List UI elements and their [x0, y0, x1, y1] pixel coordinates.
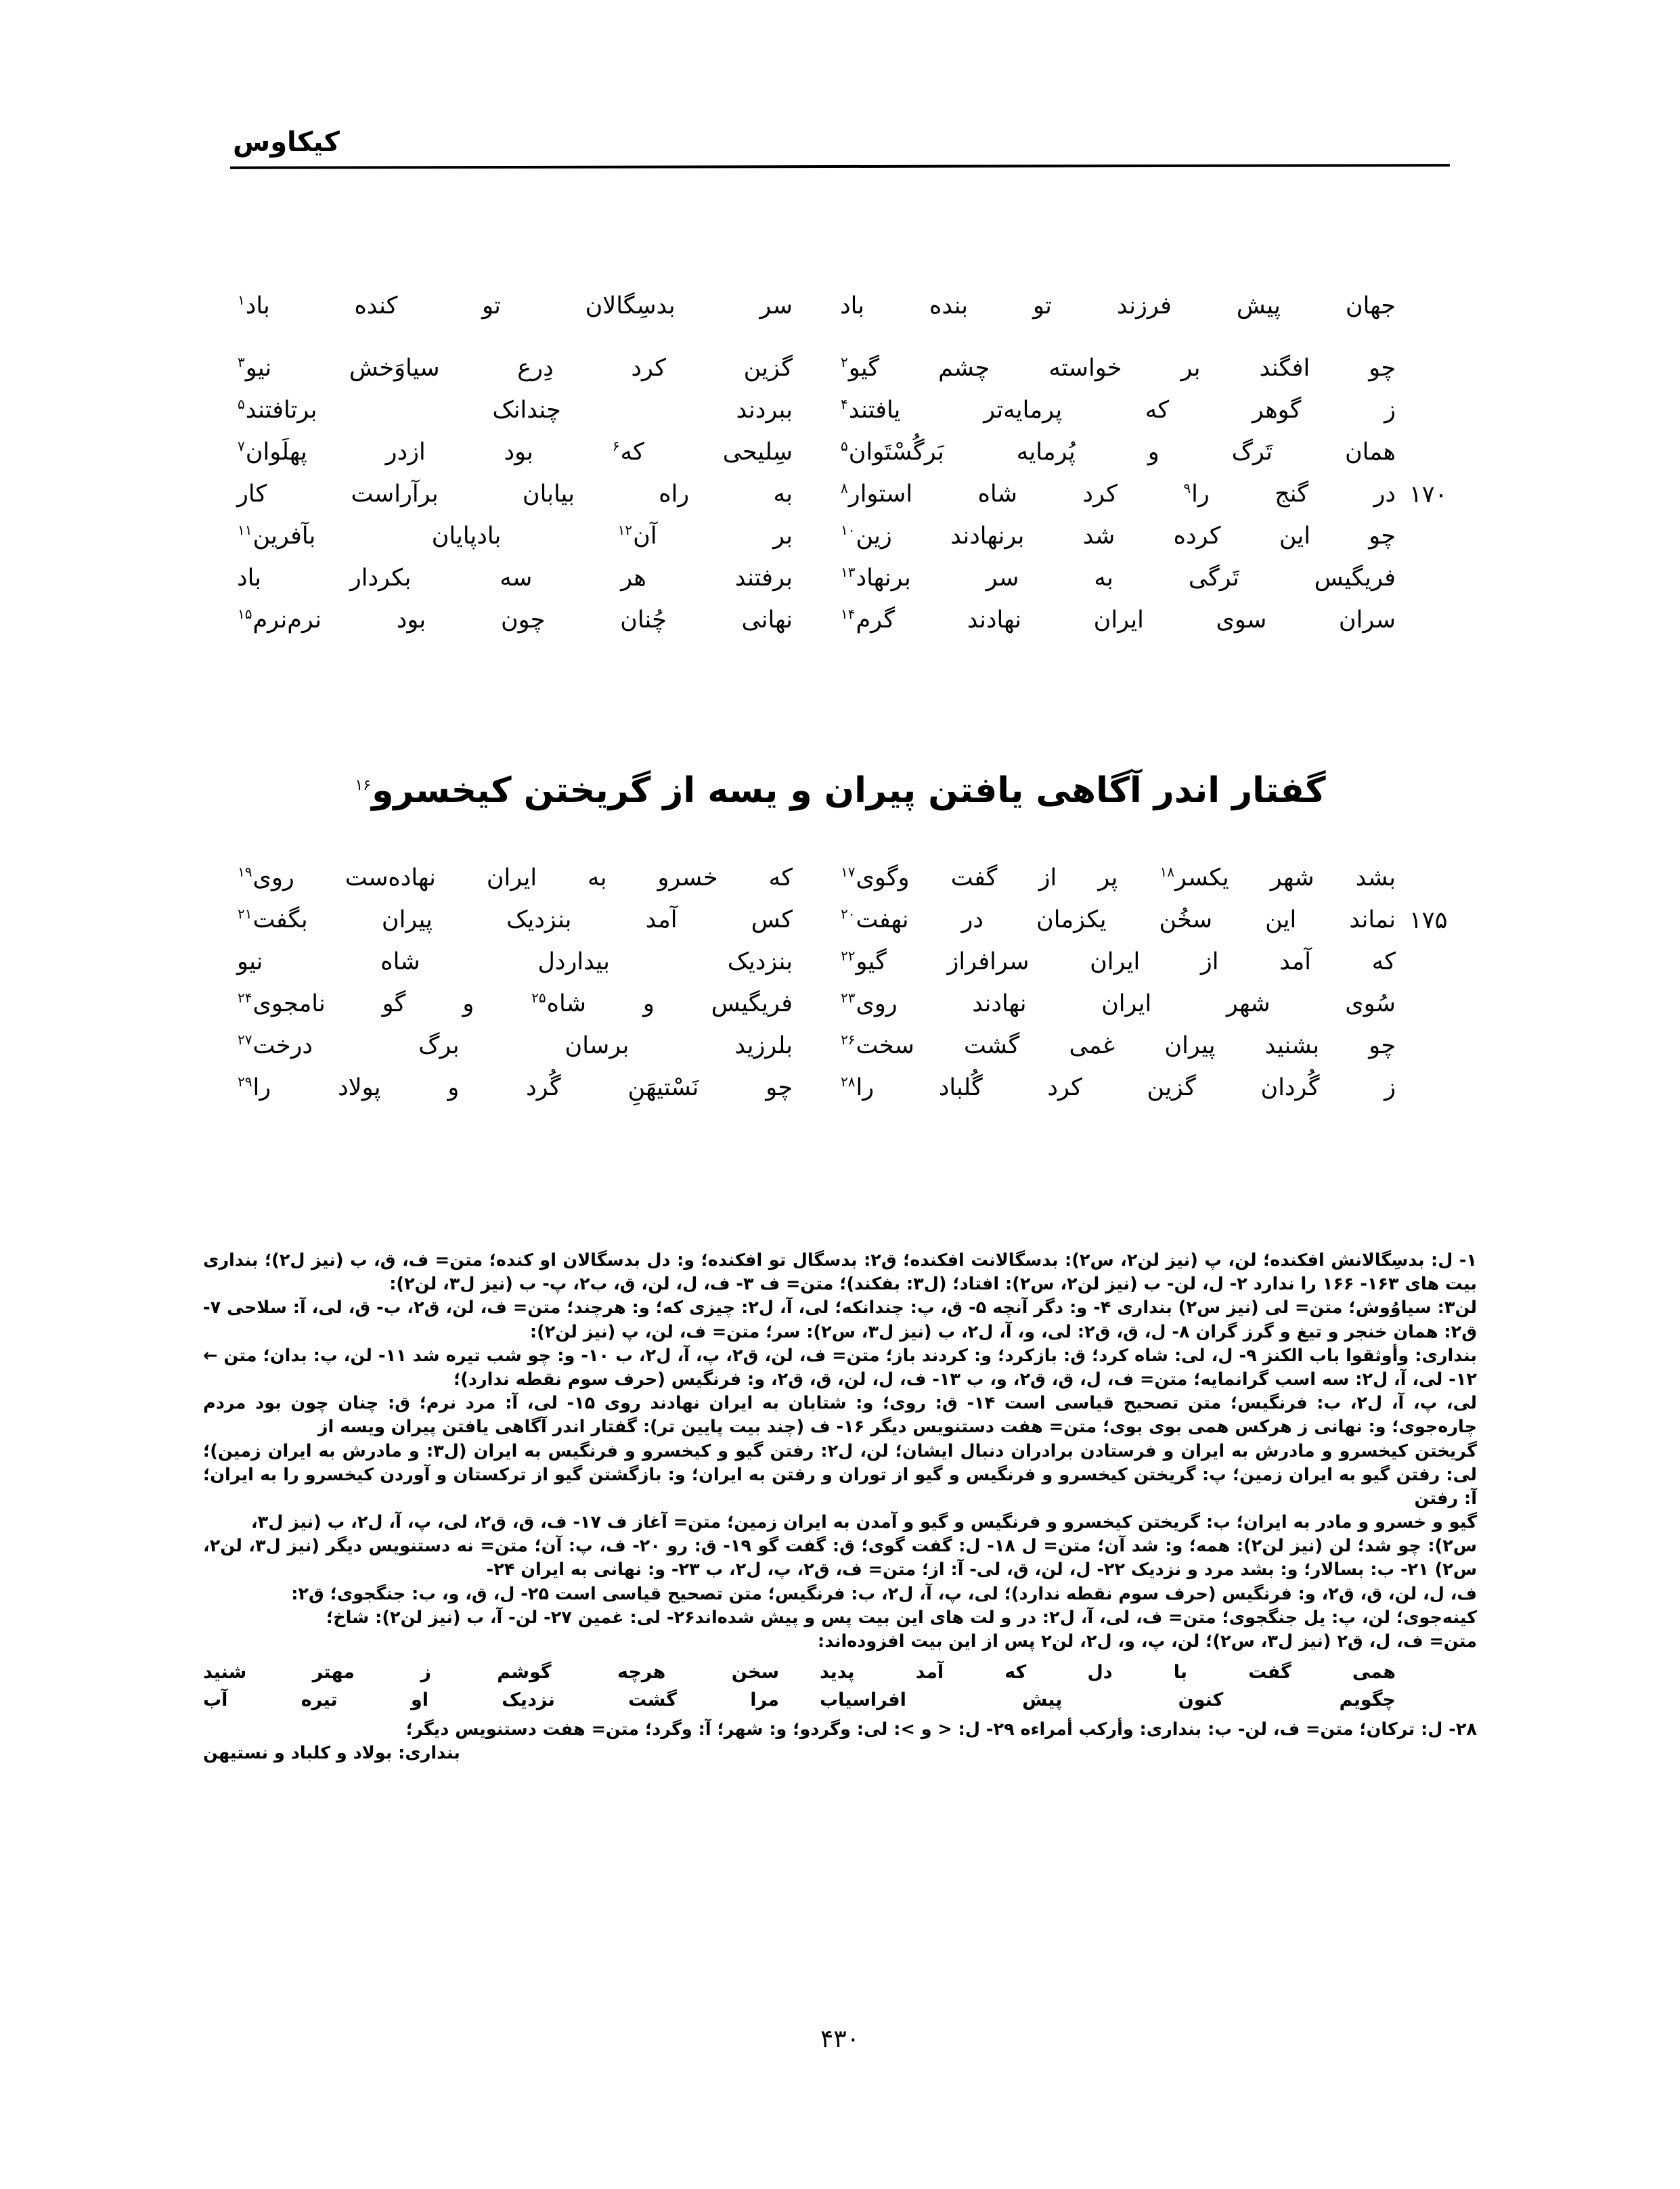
verse-word: آمد [645, 906, 678, 933]
apparatus-quoted-verses [203, 1659, 1477, 1714]
verse-word: گو [382, 990, 406, 1017]
verse-word: از [1038, 864, 1057, 891]
verse-word: بشنید [1264, 1032, 1320, 1059]
verse-word: ز [1384, 1074, 1396, 1101]
verse-word: نرم‌نرم$^{۱۵}$ [238, 606, 322, 634]
footnote-marker: ۱۵ [238, 606, 252, 623]
hemistich-left [237, 863, 793, 891]
verse-block-upper [237, 291, 1448, 647]
verse-word: ایران [1090, 948, 1141, 975]
verse-word: زین$^{۱۰}$ [841, 522, 892, 550]
quoted-verse-word: همی [1352, 1662, 1396, 1683]
quoted-verse-word: تیره [301, 1689, 338, 1710]
quoted-verse-word: کنون [1178, 1689, 1224, 1710]
verse-word: یکزمان [1036, 906, 1107, 933]
verse-line [238, 353, 1396, 395]
verse-word: ببردند [736, 397, 793, 424]
verse-word: باد [840, 292, 865, 319]
verse-word: باد [237, 565, 261, 592]
verse-word: بنزدیک [506, 906, 572, 933]
footnote-marker: ۷ [238, 438, 245, 455]
verse-word: گفت [950, 864, 998, 891]
verse-word: سُوی [1345, 990, 1396, 1017]
verse-word: کرد [1082, 481, 1118, 508]
verse-word: گزین [1147, 1074, 1196, 1101]
footnote-marker: ۱۴ [841, 606, 856, 623]
footnote-marker: ۲۹ [238, 1074, 252, 1090]
quoted-verse-word: نزدیک [502, 1689, 555, 1710]
hemistich-right [793, 605, 1396, 633]
apparatus-line: متن= ف، ل، ق۲ (نیز ل۳، س۲)؛ لن، پ، و، ل۲، لن۲ پس از این بیت افزوده‌اند: [818, 1631, 1477, 1652]
verse-word: سخت$^{۲۶}$ [841, 1032, 914, 1059]
verse-word: این [1265, 906, 1297, 933]
verse-word: فرزند [1116, 292, 1172, 319]
verse-word: پهلَوان$^۷$ [238, 438, 307, 466]
verse-word: سرافراز [947, 948, 1030, 975]
footnote-marker: ۲ [841, 354, 848, 371]
quoted-verse-word: دل [1087, 1662, 1113, 1683]
footnote-marker: ۲۷ [238, 1032, 252, 1048]
hemistich-right [793, 1073, 1396, 1101]
verse-word: بادپایان [431, 523, 502, 550]
verse-word: را$^{۲۹}$ [238, 1074, 271, 1101]
verse-word: ز [1384, 397, 1396, 424]
quoted-verse-word: هرچه [617, 1662, 666, 1683]
verse-word: به [1094, 565, 1113, 592]
verse-line [238, 1031, 1396, 1073]
verse-word: شاه [977, 481, 1017, 508]
apparatus-line: لن۳: سیاوُوش؛ متن= لی (نیز س۲) بنداری ۴- و: دگر آنچه ۵- ق، پ: چندانکه؛ لی، آ، ل۲: چیزی که؛ و: هرچند؛ متن= ف، لن، ق۲، ب- ق، لی، آ: سلاحی ۷- ق۲: همان خنجر و تیغ و گرز گران ۸- ل، ق، ق۲: لی، و، آ، ل۲، ب (نیز ل۳، س۲): سر؛ متن= ف، لن، پ (نیز لن۲): [203, 1298, 1477, 1342]
verse-word: یکسر$^{۱۸}$ [1159, 864, 1229, 891]
verse-word: برفتند [734, 565, 793, 592]
hemistich-right [793, 905, 1396, 933]
verse-word: چو [766, 1074, 793, 1101]
quoted-hemistich-right [779, 1659, 1396, 1687]
verse-word: بود [396, 606, 426, 634]
verse-word: در [961, 906, 983, 933]
verse-word: گرم$^{۱۴}$ [841, 606, 896, 634]
quoted-hemistich-right [779, 1687, 1396, 1715]
footnote-marker: ۱۳ [841, 564, 856, 581]
verse-word: شاه$^{۲۵}$ [531, 990, 586, 1017]
footnote-marker: ۲۱ [238, 906, 252, 923]
verse-word: خسرو [657, 864, 718, 891]
verse-line [238, 605, 1396, 647]
verse-word: نهانی [741, 606, 793, 634]
verse-line [237, 563, 1396, 605]
verse-word: ایران [1093, 606, 1144, 634]
verse-word: گُلباد [938, 1074, 983, 1101]
verse-word: را$^{۲۸}$ [841, 1074, 875, 1101]
verse-word: شهر [1226, 990, 1270, 1017]
apparatus-line: ۲۸- ل: ترکان؛ متن= ف، لن- ب: بنداری: وأرکب أمراءه ۲۹- ل: < و >: لی: وگردو؛ و: شهر؛ آ: وگرد؛ متن= هفت دستنویس دیگر؛ [405, 1719, 1477, 1740]
verse-word: گزین [743, 355, 793, 382]
verse-word: بآفرین$^{۱۱}$ [238, 522, 316, 550]
quoted-verse-word: پدید [820, 1662, 855, 1683]
verse-word: گیو$^۲$ [841, 354, 880, 382]
hemistich-left [237, 291, 793, 319]
quoted-verse-word: گشت [628, 1689, 677, 1710]
apparatus-line: س۲): چو شد؛ لن (نیز لن۲): همه؛ و: شد آن؛ متن= ل ۱۸- ل: گفت گوی؛ ق: گفت گو ۱۹- ق: رو ۲۰- ف، پ: آن؛ متن= نه دستنویس دیگر (نیز ل۳، لن۲، س۲) ۲۱- ب: بسالار؛ و: بشد مرد و نزدیک ۲۲- ل، لن، ق، لی- آ: از؛ متن= ف، ق۲، پ، ل۲، ب ۲۳- و: نهانی به ایران ۲۴- [203, 1536, 1477, 1580]
footnote-marker: ۱۲ [617, 522, 633, 539]
section-heading [284, 772, 1396, 810]
footnote-marker: ۵ [841, 438, 848, 455]
verse-word: پیران [381, 906, 433, 933]
verse-word: و [1147, 439, 1159, 466]
verse-word: وگوی$^{۱۷}$ [841, 864, 910, 891]
verse-word: آمد [1279, 948, 1311, 975]
quoted-verse-word: گوشم [497, 1662, 552, 1683]
verse-word: نامجوی$^{۲۴}$ [238, 990, 326, 1017]
verse-word: چو [1369, 523, 1396, 550]
verse-word: گیو$^{۲۲}$ [841, 948, 887, 975]
verse-word: برنهاد$^{۱۳}$ [841, 564, 911, 592]
quoted-verse-line [203, 1659, 1396, 1687]
verse-word: برتافتند$^۵$ [238, 396, 317, 424]
verse-word: چو [1369, 355, 1396, 382]
footnote-marker: ۲۰ [841, 906, 856, 923]
verse-word: ایران [486, 864, 537, 891]
verse-word: هر [621, 565, 646, 592]
verse-line [237, 947, 1396, 989]
hemistich-left [237, 479, 793, 507]
verse-word: خواسته [1048, 355, 1122, 382]
hemistich-left [237, 989, 793, 1017]
verse-word: برگ [418, 1032, 460, 1059]
verse-word: نهادند [967, 606, 1022, 634]
verse-word: سخُن [1159, 906, 1213, 933]
verse-word: پولاد [338, 1074, 381, 1101]
hemistich-left [237, 521, 793, 549]
verse-word: نهفت$^{۲۰}$ [841, 906, 909, 933]
hemistich-left [237, 395, 793, 423]
footnote-marker: ۶ [612, 438, 620, 455]
verse-word: چندانک [492, 397, 561, 424]
verse-word: بنده [929, 292, 969, 319]
verse-word: فریگیس [711, 990, 793, 1017]
verse-word: و [462, 990, 474, 1017]
verse-word: شهر [1270, 864, 1314, 891]
verse-word: تو [482, 292, 501, 319]
verse-word: گُرد [526, 1074, 561, 1101]
quoted-hemistich-left [203, 1687, 779, 1715]
footnote-marker: ۲۳ [841, 990, 856, 1007]
verse-word: چو [1369, 1032, 1396, 1059]
verse-line [238, 905, 1448, 947]
quoted-verse-word: آب [203, 1689, 228, 1710]
verse-word: کرد [1047, 1074, 1082, 1101]
quoted-verse-word: شنید [203, 1662, 247, 1683]
hemistich-right [793, 353, 1396, 381]
hemistich-right [793, 521, 1396, 549]
verse-line [238, 1073, 1396, 1115]
verse-word: گنج [1275, 481, 1309, 508]
critical-apparatus [203, 1249, 1477, 1766]
running-head [230, 129, 1450, 168]
verse-word: تو [1033, 292, 1052, 319]
verse-word: بَرگُسْتَوان$^۵$ [841, 438, 944, 466]
quoted-verse-word: چگویم [1339, 1689, 1396, 1710]
apparatus-line: گیو و خسرو و مادر به ایران؛ ب: گریختن کیخسرو و فرنگیس و گیو و آمدن به ایران زمین؛ متن= آغاز ف ۱۷- ف، ق، ق۲، لی، پ، آ، ل۲، ب (نیز ل۳، [250, 1512, 1477, 1533]
verse-word: چون [500, 606, 546, 634]
footnote-marker: ۱۹ [238, 864, 252, 881]
verse-word: فریگیس [1314, 565, 1396, 592]
verse-line [238, 437, 1396, 479]
verse-line [238, 989, 1396, 1031]
apparatus-line: بنداری: وأوثقوا باب الکنز ۹- ل، لی: شاه کرد؛ ق: بازکرد؛ و: کردند باز؛ متن= ف، لن، ق۲، پ، آ، ل۲، ب ۱۰- و: چو شب تیره شد ۱۱- لن، پ: بدان؛ متن ← ۱۲- لی، آ، ل۲: سه اسب گرانمایه؛ متن= ف، ل، ق، ق۲، و، ب ۱۳- ف، ل، لن، ق، ق۲، و: فرنگیس (حرف سوم نقطه ندارد)؛ [203, 1345, 1477, 1390]
verse-word: بگفت$^{۲۱}$ [238, 906, 308, 933]
hemistich-left [237, 1031, 793, 1059]
verse-line [238, 291, 1396, 333]
verse-word: سران [1338, 606, 1396, 634]
verse-word: سر [759, 292, 793, 319]
verse-word: بیداردل [537, 948, 610, 975]
verse-word: شد [1082, 523, 1115, 550]
verse-word: کنده [354, 292, 398, 319]
verse-word: به [773, 481, 793, 508]
footnote-marker: ۱۸ [1159, 864, 1175, 881]
verse-word: آن$^{۱۲}$ [617, 522, 657, 550]
verse-word: به [588, 864, 607, 891]
hemistich-left [237, 947, 793, 975]
verse-word: نماند [1349, 906, 1396, 933]
hemistich-left [237, 605, 793, 633]
verse-word: کرد [631, 355, 666, 382]
footnote-marker: ۲۲ [841, 948, 856, 965]
verse-word: دِرع [517, 355, 554, 382]
verse-word: یافتند$^۴$ [841, 396, 901, 424]
verse-word: گشت [964, 1032, 1020, 1059]
verse-word: پر [1098, 864, 1118, 891]
verse-word: نهادند [972, 990, 1027, 1017]
verse-word: استوار$^۸$ [841, 480, 913, 508]
verse-block-lower [237, 863, 1448, 1115]
footnote-marker: ۳ [238, 354, 245, 371]
verse-word: جهان [1345, 292, 1396, 319]
verse-word: و [642, 990, 655, 1017]
verse-word: بیابان [522, 481, 575, 508]
quoted-verse-word: آمد [915, 1662, 944, 1683]
verse-word: از [1200, 948, 1219, 975]
footnote-marker: ۱۰ [841, 522, 856, 539]
verse-word: در [1373, 481, 1396, 508]
section-heading-text: گفتار اندر آگاهی یافتن پیران و یسه از گریختن کیخسرو [372, 770, 1326, 811]
verse-word: کرده [1173, 523, 1221, 550]
verse-word: کس [751, 906, 793, 933]
verse-word: که [768, 864, 793, 891]
quoted-verse-word: ز [420, 1662, 431, 1683]
verse-word: درخت$^{۲۷}$ [238, 1032, 313, 1059]
verse-word: نیو$^۳$ [238, 354, 272, 382]
quoted-verse-word: افراسیاب [820, 1689, 906, 1710]
verse-word: برنهادند [950, 523, 1025, 550]
footnote-marker: ۲۴ [238, 990, 252, 1007]
quoted-verse-word: سخن [731, 1662, 779, 1683]
verse-word: بدسِگالان [585, 292, 676, 319]
verse-word: نهاده‌ست [345, 864, 436, 891]
footnote-marker: ۵ [238, 396, 245, 413]
quoted-verse-word: گفت [1248, 1662, 1291, 1683]
footnote-marker: ۹ [1183, 480, 1191, 497]
verse-word: چشم [938, 355, 990, 382]
quoted-verse-line [203, 1687, 1396, 1715]
verse-word: نَسْتیهَنِ [627, 1074, 699, 1101]
apparatus-line: لی، پ، آ، ل۲، ب: فرنگیس؛ متن تصحیح قیاسی است ۱۴- ق: روی؛ و: شتابان به ایران نهادند روی ۱۵- لی، آ: مرد نرم؛ ق: چنان چون بود مردم چاره‌جوی؛ و: نهانی ز هرکس همی بوی بوی؛ متن= هفت دستنویس دیگر ۱۶- ف (چند بیت پایین تر): گفتار اندر آگاهی یافتن پیران ویسه از [203, 1393, 1477, 1438]
quoted-verse-word: او [410, 1689, 428, 1710]
verse-word: که [1145, 397, 1170, 424]
hemistich-right [793, 863, 1396, 891]
verse-word: بر [772, 523, 793, 550]
quoted-hemistich-left [203, 1659, 779, 1687]
footnote-marker: ۲۶ [841, 1032, 856, 1048]
verse-word: پُرمایه [1016, 439, 1076, 466]
apparatus-line: گریختن کیخسرو و مادرش به ایران و فرستادن برادران دنبال ایشان؛ لن، ل۲: رفتن گیو و کیخسرو و فرنگیس به ایران (ل۳: و مادرش به ایران زمین)؛ لی: رفتن گیو به ایران زمین؛ پ: گریختن کیخسرو و فرنگیس و گیو از توران و رفتن به ایران؛ و: بازگشتن گیو از ترکستان و آوردن کیخسرو را به ایران؛ آ: رفتن [203, 1440, 1477, 1509]
quoted-verse-word: مرا [750, 1689, 779, 1710]
verse-word: نیو [237, 948, 263, 975]
verse-word: گُردان [1260, 1074, 1320, 1101]
verse-word: روی$^{۱۹}$ [238, 864, 294, 891]
verse-word: ازدر [385, 439, 426, 466]
hemistich-right [793, 563, 1396, 591]
verse-word: بشد [1355, 864, 1396, 891]
verse-word: پیران [1164, 1032, 1216, 1059]
hemistich-left [237, 353, 793, 381]
hemistich-right [793, 479, 1396, 507]
footnote-marker: ۸ [841, 480, 848, 497]
hemistich-right [793, 437, 1396, 465]
verse-word: چُنان [620, 606, 667, 634]
apparatus-line: ف، ل، لن، ق، ق۲، و: فرنگیس (حرف سوم نقطه ندارد)؛ لی، پ، آ، ل۲، ب: فرنگیس؛ متن تصحیح قیاسی است ۲۵- ل، ق، و، ب: جنگجوی؛ ق۲: [291, 1583, 1477, 1604]
verse-word: شاه [380, 948, 420, 975]
verse-word: همان [1344, 439, 1396, 466]
section-heading-footnote-marker: ۱۶ [355, 776, 372, 794]
footnote-marker: ۴ [841, 396, 848, 413]
apparatus-line: ۱- ل: بدسِگالانش افکنده؛ لن، پ (نیز لن۲، س۲): بدسگالانت افکنده؛ ق۲: بدسگال تو افکنده؛ و: دل بدسگالان او کنده؛ متن= ف، ق، ب (نیز ل۲)؛ بنداری بیت های ۱۶۳- ۱۶۶ را ندارد ۲- ل، لن- ب (نیز لن۲، س۲): افتاد؛ (ل۳: بفکند)؛ متن= ف ۳- ف، ل، لن، ق، ب۲، پ- ب (نیز ل۳، لن۲): [203, 1250, 1477, 1295]
verse-word: سر [986, 565, 1019, 592]
verse-word: برسان [565, 1032, 629, 1059]
verse-word: راه [659, 481, 690, 508]
apparatus-line: بنداری: بولاد و کلباد و نستیهن [203, 1743, 460, 1764]
verse-word: تَرگ [1231, 439, 1273, 466]
verse-line [238, 863, 1396, 905]
quoted-verse-word: پیش [1022, 1689, 1063, 1710]
verse-word: این [1279, 523, 1310, 550]
verse-word: سِلیحی [722, 439, 793, 466]
hemistich-left [237, 1073, 793, 1101]
footnote-marker: ۱۷ [841, 864, 856, 881]
verse-word: غمی [1069, 1032, 1115, 1059]
verse-number: ۱۷۵ [1409, 907, 1448, 934]
verse-line [238, 395, 1396, 437]
verse-word: بنزدیک [727, 948, 793, 975]
verse-word: و [447, 1074, 460, 1101]
verse-number: ۱۷۰ [1409, 481, 1448, 508]
footnote-marker: ۲۸ [841, 1074, 856, 1090]
footnote-marker: ۱۱ [238, 522, 252, 539]
verse-word: گوهر [1252, 397, 1302, 424]
verse-line [238, 521, 1396, 563]
verse-word: پیش [1236, 292, 1281, 319]
hemistich-left [237, 437, 793, 465]
hemistich-right [793, 1031, 1396, 1059]
hemistich-right [793, 395, 1396, 423]
verse-word: پرمایه‌تر [983, 397, 1063, 424]
verse-line [237, 479, 1448, 521]
verse-word: را$^۹$ [1183, 480, 1210, 508]
verse-word: باد$^۱$ [238, 292, 270, 319]
verse-word: بکردار [349, 565, 412, 592]
quoted-verse-word: که [1004, 1662, 1027, 1683]
hemistich-left [237, 905, 793, 933]
verse-word: که$^۶$ [612, 438, 644, 466]
verse-word: سه [500, 565, 533, 592]
verse-word: برآراست [351, 481, 439, 508]
footnote-marker: ۲۵ [531, 990, 546, 1007]
verse-word: ایران [1101, 990, 1152, 1017]
hemistich-left [237, 563, 793, 591]
hemistich-right [793, 989, 1396, 1017]
verse-word: که [1371, 948, 1396, 975]
running-head-title: کیکاوس [233, 127, 340, 158]
footnote-marker: ۱ [238, 292, 245, 309]
quoted-verse-word: مهتر [312, 1662, 355, 1683]
folio-number: ۴۳۰ [820, 2025, 860, 2053]
verse-word: سیاوَخش [349, 355, 440, 382]
verse-word: افگند [1259, 355, 1310, 382]
verse-word: کار [237, 481, 267, 508]
apparatus-line: کینه‌جوی؛ لن، پ: یل جنگجوی؛ متن= ف، لی، آ، ل۲: در و لت های این بیت پس و پیش شده‌اند۲۶- لی: غمین ۲۷- لن- آ، ب (نیز لن۲): شاخ؛ [326, 1607, 1477, 1628]
quoted-verse-word: با [1173, 1662, 1188, 1683]
verse-word: تَرگی [1188, 565, 1239, 592]
verse-word: سوی [1216, 606, 1267, 634]
verse-word: روی$^{۲۳}$ [841, 990, 898, 1017]
verse-word: بلرزید [734, 1032, 793, 1059]
verse-word: بر [1180, 355, 1201, 382]
hemistich-right [793, 947, 1396, 975]
verse-word: بود [504, 439, 533, 466]
hemistich-right [793, 291, 1396, 319]
